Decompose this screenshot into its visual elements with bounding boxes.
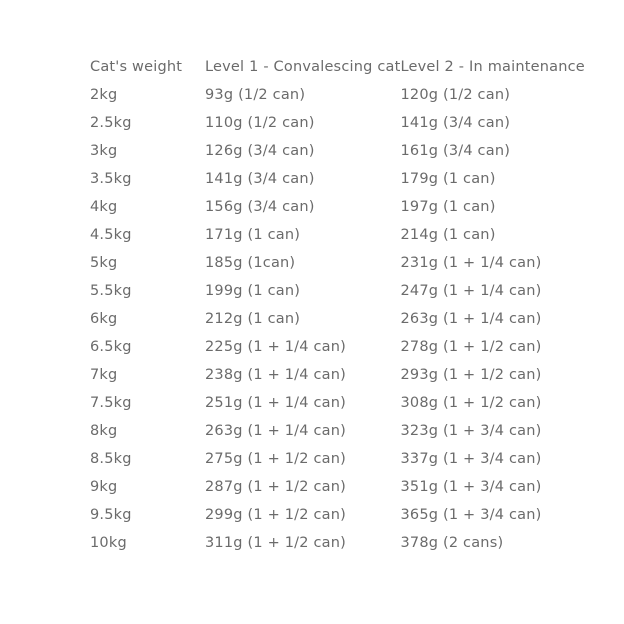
- table-row: [90, 501, 590, 529]
- cell-level-2: 378g (2 cans): [400, 535, 504, 551]
- cell-level-1: 212g (1 can): [205, 311, 301, 327]
- cell-level-1: 225g (1 + 1/4 can): [205, 339, 346, 355]
- table-row: [90, 361, 590, 389]
- cell-level-1: 299g (1 + 1/2 can): [205, 507, 346, 523]
- cell-cats-weight: 5kg: [90, 255, 118, 271]
- table-row: [90, 305, 590, 333]
- cell-cats-weight: 9.5kg: [90, 507, 132, 523]
- cell-level-2: 197g (1 can): [400, 199, 496, 215]
- table-row: [90, 445, 590, 473]
- table-row: [90, 193, 590, 221]
- table-row: [90, 389, 590, 417]
- cell-level-2: 231g (1 + 1/4 can): [400, 255, 542, 271]
- cell-level-2: 337g (1 + 3/4 can): [400, 451, 542, 467]
- table-row: [90, 529, 590, 557]
- table-row: [90, 417, 590, 445]
- cell-cats-weight: 8.5kg: [90, 451, 132, 467]
- cell-level-1: 238g (1 + 1/4 can): [205, 367, 346, 383]
- cell-cats-weight: 2kg: [90, 87, 118, 103]
- cell-cats-weight: 5.5kg: [90, 283, 132, 299]
- cell-level-1: 287g (1 + 1/2 can): [205, 479, 346, 495]
- table-row: [90, 277, 590, 305]
- table-row: [90, 473, 590, 501]
- cell-level-1: 126g (3/4 can): [205, 143, 315, 159]
- cell-cats-weight: 7kg: [90, 367, 118, 383]
- cell-level-1: 185g (1can): [205, 255, 296, 271]
- cell-level-2: 214g (1 can): [400, 227, 496, 243]
- cell-cats-weight: 7.5kg: [90, 395, 132, 411]
- cell-level-1: 141g (3/4 can): [205, 171, 315, 187]
- header-level-1: Level 1 - Convalescing cat: [205, 59, 401, 75]
- table-row: [90, 165, 590, 193]
- cell-level-2: 161g (3/4 can): [400, 143, 511, 159]
- cell-level-2: 179g (1 can): [400, 171, 496, 187]
- cell-level-1: 263g (1 + 1/4 can): [205, 423, 346, 439]
- table-row: [90, 333, 590, 361]
- cell-cats-weight: 3kg: [90, 143, 118, 159]
- cell-level-2: 141g (3/4 can): [400, 115, 511, 131]
- cell-cats-weight: 4kg: [90, 199, 118, 215]
- feeding-table: [90, 53, 590, 557]
- cell-cats-weight: 6.5kg: [90, 339, 132, 355]
- header-cats-weight: Cat's weight: [90, 59, 183, 75]
- cell-level-2: 293g (1 + 1/2 can): [400, 367, 542, 383]
- cell-level-1: 311g (1 + 1/2 can): [205, 535, 346, 551]
- cell-cats-weight: 8kg: [90, 423, 118, 439]
- cell-level-2: 365g (1 + 3/4 can): [400, 507, 542, 523]
- cell-level-2: 323g (1 + 3/4 can): [400, 423, 542, 439]
- cell-cats-weight: 4.5kg: [90, 227, 132, 243]
- header-level-2: Level 2 - In maintenance: [400, 59, 585, 75]
- header-row: [90, 53, 590, 81]
- cell-level-1: 251g (1 + 1/4 can): [205, 395, 346, 411]
- table-row: [90, 249, 590, 277]
- table-row: [90, 81, 590, 109]
- table-row: [90, 221, 590, 249]
- cell-cats-weight: 10kg: [90, 535, 127, 551]
- cell-level-1: 93g (1/2 can): [205, 87, 306, 103]
- cell-level-2: 351g (1 + 3/4 can): [400, 479, 542, 495]
- table-row: [90, 109, 590, 137]
- cell-level-1: 171g (1 can): [205, 227, 301, 243]
- cell-cats-weight: 6kg: [90, 311, 118, 327]
- cell-level-2: 263g (1 + 1/4 can): [400, 311, 542, 327]
- cell-level-2: 308g (1 + 1/2 can): [400, 395, 542, 411]
- feeding-table-body: [90, 81, 590, 557]
- cell-level-2: 120g (1/2 can): [400, 87, 511, 103]
- cell-level-2: 247g (1 + 1/4 can): [400, 283, 542, 299]
- cell-level-1: 156g (3/4 can): [205, 199, 315, 215]
- cell-level-1: 275g (1 + 1/2 can): [205, 451, 346, 467]
- cell-level-1: 110g (1/2 can): [205, 115, 315, 131]
- cell-cats-weight: 3.5kg: [90, 171, 132, 187]
- cell-cats-weight: 2.5kg: [90, 115, 132, 131]
- cell-cats-weight: 9kg: [90, 479, 118, 495]
- feeding-table-header: [90, 53, 590, 81]
- cell-level-2: 278g (1 + 1/2 can): [400, 339, 542, 355]
- table-row: [90, 137, 590, 165]
- cell-level-1: 199g (1 can): [205, 283, 301, 299]
